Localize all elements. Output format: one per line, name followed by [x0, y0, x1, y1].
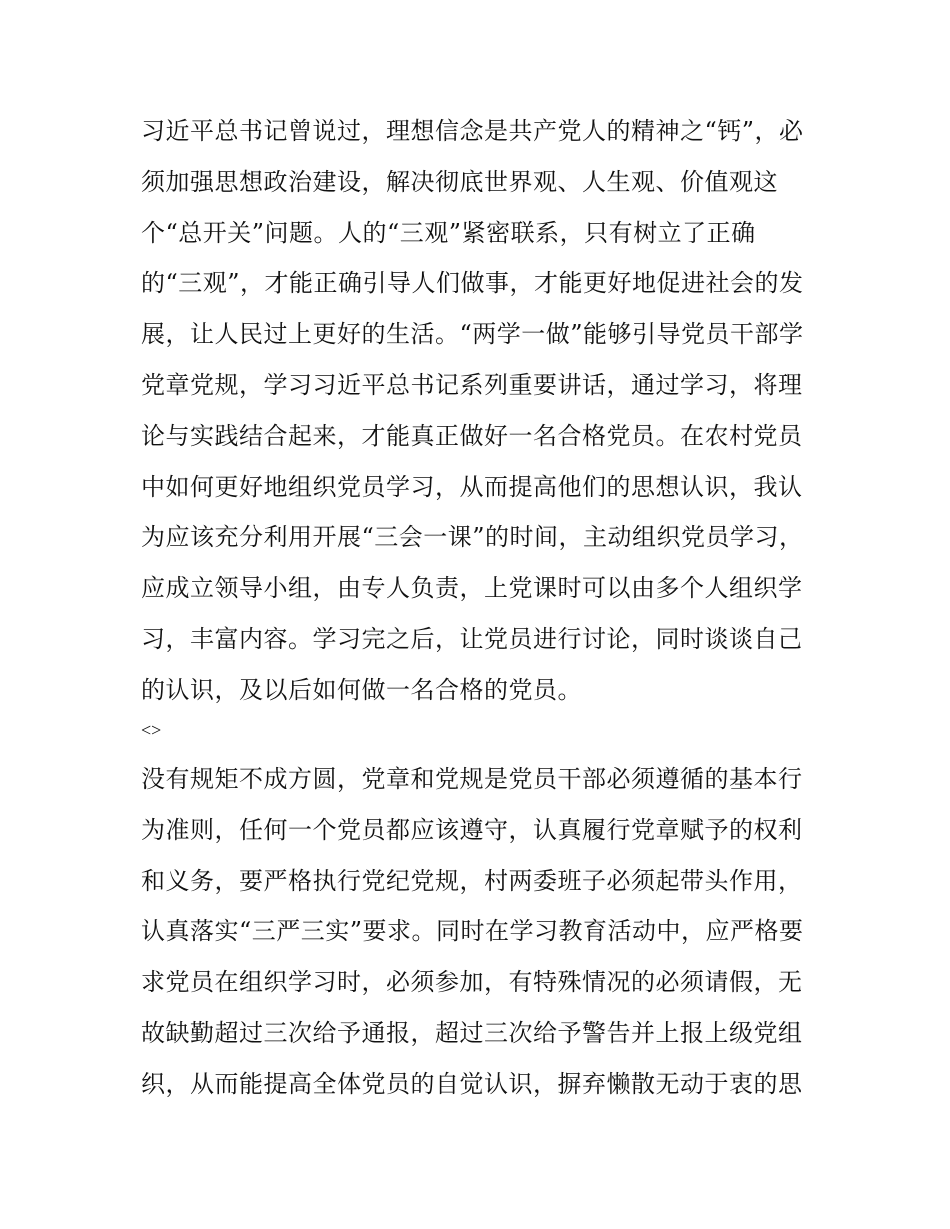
paragraph-1 [141, 106, 821, 716]
text-line: 习近平总书记曾说过，理想信念是共产党人的精神之“钙”，必 [141, 117, 804, 145]
text-line: 为应该充分利用开展“三会一课”的时间，主动组织党员学习， [141, 523, 804, 552]
text-line: 认真落实“三严三实”要求。同时在学习教育活动中，应严格要 [141, 917, 804, 946]
text-line: 的认识，及以后如何做一名合格的党员。 [141, 675, 582, 704]
text-line: 应成立领导小组，由专人负责，上党课时可以由多个人组织学 [141, 574, 803, 603]
text-line: 为准则，任何一个党员都应该遵守，认真履行党章赋予的权利 [141, 815, 803, 844]
text-line: 展，让人民过上更好的生活。“两学一做”能够引导党员干部学 [141, 320, 804, 349]
text-line: 和义务，要严格执行党纪党规，村两委班子必须起带头作用， [141, 866, 803, 895]
text-line: 习，丰富内容。学习完之后，让党员进行讨论，同时谈谈自己 [141, 624, 803, 653]
text-line: 个“总开关”问题。人的“三观”紧密联系，只有树立了正确 [141, 218, 756, 247]
text-line: 求党员在组织学习时，必须参加，有特殊情况的必须请假，无 [141, 968, 803, 997]
text-line: 的“三观”，才能正确引导人们做事，才能更好地促进社会的发 [141, 269, 804, 298]
text-line: 须加强思想政治建设，解决彻底世界观、人生观、价值观这 [141, 167, 778, 196]
text-line: 没有规矩不成方圆，党章和党规是党员干部必须遵循的基本行 [141, 765, 803, 793]
section-separator: <> [141, 720, 162, 740]
paragraph-2 [141, 754, 821, 1110]
text-line: 中如何更好地组织党员学习，从而提高他们的思想认识，我认 [141, 472, 803, 501]
text-line: 织，从而能提高全体党员的自觉认识，摒弃懒散无动于衷的思 [141, 1069, 803, 1098]
text-line: 论与实践结合起来，才能真正做好一名合格党员。在农村党员 [141, 421, 803, 450]
text-line: 故缺勤超过三次给予通报，超过三次给予警告并上报上级党组 [141, 1018, 803, 1047]
text-line: 党章党规，学习习近平总书记系列重要讲话，通过学习，将理 [141, 370, 803, 399]
